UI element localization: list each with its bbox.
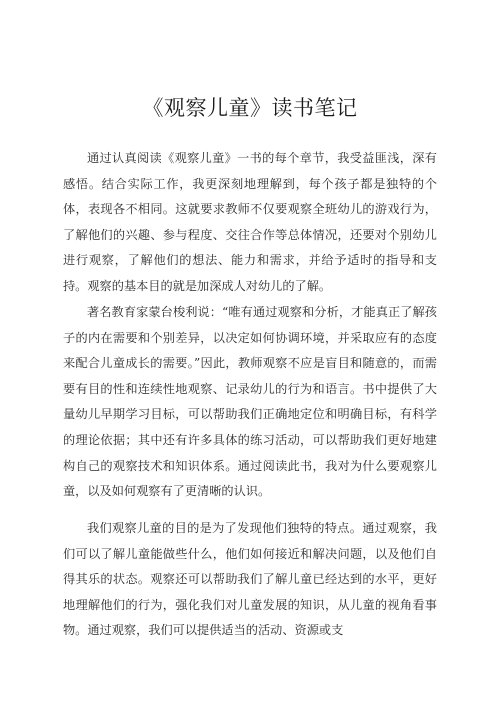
paragraph-2: 著名教育家蒙台梭利说：“唯有通过观察和分析，才能真正了解孩子的内在需要和个别差异，以决定如何协调环境，并采取应有的态度来配合儿童成长的需要。”因此，教师观察不应是盲目和随意的，而需要有目的性和连续性地观察、记录幼儿的行为和语言。书中提供了大量幼儿早期学习目标，可以帮助我们正确地定位和明确目标，有科学的理论依据；其中还有许多具体的练习活动，可以帮助我们更好地建构自己的观察技术和知识体系。通过阅读此书，我对为什么要观察儿童，以及如何观察有了更清晰的认识。 xyxy=(63,305,437,499)
paragraph-1: 通过认真阅读《观察儿童》一书的每个章节，我受益匪浅，深有感悟。结合实际工作，我更深刻地理解到，每个孩子都是独特的个体，表现各不相同。这就要求教师不仅要观察全班幼儿的游戏行为，了解他们的兴趣、参与程度、交往合作等总体情况，还要对个别幼儿进行观察，了解他们的想法、能力和需求，并给予适时的指导和支持。观察的基本目的就是加深成人对幼儿的了解。 xyxy=(63,151,437,293)
paragraph-3: 我们观察儿童的目的是为了发现他们独特的特点。通过观察，我们可以了解儿童能做些什么，他们如何接近和解决问题，以及他们自得其乐的状态。观察还可以帮助我们了解儿童已经达到的水平，更好地理解他们的行为，强化我们对儿童发展的知识，从儿童的视角看事物。通过观察，我们可以提供适当的活动、资源或支 xyxy=(63,521,437,638)
document-title: 《观察儿童》读书笔记 xyxy=(142,96,358,120)
